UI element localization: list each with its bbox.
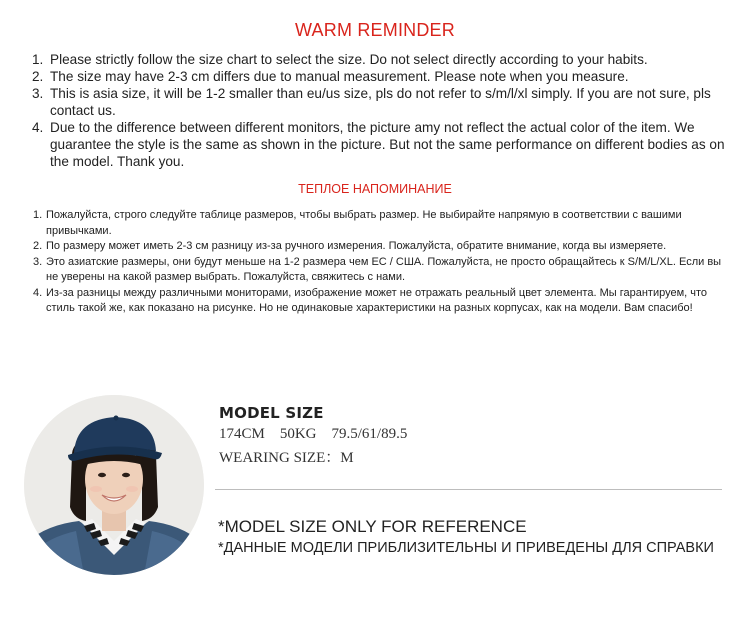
list-item [32, 68, 732, 85]
divider [215, 489, 722, 490]
item-text: Please strictly follow the size chart to select the size. Do not select directly according to your habits. [50, 52, 648, 67]
item-text: Due to the difference between different monitors, the picture amy not reflect the actual color of the item. We guarantee the style is the same as shown in the picture. But not the same performance on different bodies as on the model. Thank you. [50, 120, 725, 169]
item-number: 4. [32, 120, 44, 135]
list-item [33, 255, 733, 286]
reference-note-en: *MODEL SIZE ONLY FOR REFERENCE [218, 517, 527, 536]
item-text: This is asia size, it will be 1-2 smaller than eu/us size, pls do not refer to s/m/l/xl simply. If you are not sure, pls contact us. [50, 86, 711, 118]
item-text: Пожалуйста, строго следуйте таблице размеров, чтобы выбрать размер. Не выбирайте напрямую в соответствии с вашими привычками. [46, 209, 682, 237]
item-number: 4. [33, 286, 43, 299]
list-item [32, 85, 732, 119]
item-text: Это азиатские размеры, они будут меньше на 1-2 размера чем ЕС / США. Пожалуйста, не просто обращайтесь к S/M/L/XL. Если вы не уверены на какой размер выбрать. Пожалуйста, свяжитесь с нами. [46, 255, 722, 283]
wearing-size [219, 446, 354, 467]
warm-reminder-list [32, 51, 732, 170]
item-number: 2. [32, 69, 44, 84]
item-number: 1. [32, 52, 44, 67]
item-text: По размеру может иметь 2-3 см разницу из-за ручного измерения. Пожалуйста, обратите внимание, когда вы измеряете. [46, 240, 667, 252]
warm-reminder-title-ru: ТЕПЛОЕ НАПОМИНАНИЕ [298, 182, 452, 196]
item-text: The size may have 2-3 cm differs due to manual measurement. Please note when you measure. [50, 69, 629, 84]
model-avatar [24, 395, 204, 575]
list-item [33, 286, 733, 317]
model-portrait-icon [24, 395, 204, 575]
list-item [32, 119, 732, 170]
warm-reminder-list-ru [33, 208, 733, 317]
list-item [33, 208, 733, 239]
wearing-size-value: M [340, 450, 354, 466]
item-number: 3. [32, 86, 44, 101]
model-size-title: MODEL SIZE [219, 404, 324, 422]
warm-reminder-title: WARM REMINDER [295, 20, 455, 40]
item-text: Из-за разницы между различными мониторами, изображение может не отражать реальный цвет элемента. Мы гарантируем, что стиль такой же, как показано на рисунке. Но не одинаковые характеристики на разных корпусах, как на модели. Вам спасибо! [46, 286, 708, 314]
wearing-size-label: WEARING SIZE： [219, 450, 341, 466]
model-measurements: 174CM 50KG 79.5/61/89.5 [219, 426, 408, 442]
item-number: 2. [33, 240, 43, 252]
list-item [33, 239, 733, 255]
item-number: 3. [33, 255, 43, 268]
reference-note-ru: *ДАННЫЕ МОДЕЛИ ПРИБЛИЗИТЕЛЬНЫ И ПРИВЕДЕНЫ ДЛЯ СПРАВКИ [218, 540, 714, 556]
item-number: 1. [33, 209, 43, 221]
list-item [32, 51, 732, 68]
